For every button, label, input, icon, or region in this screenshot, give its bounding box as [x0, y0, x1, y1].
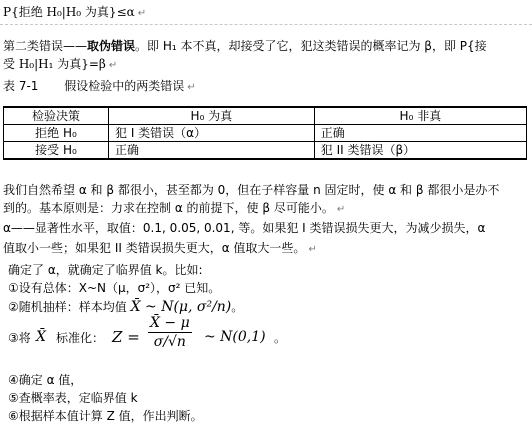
table-header-row [4, 107, 527, 125]
step-text: ③将 [8, 331, 31, 345]
step-period: 。 [231, 300, 244, 314]
paragraph-line [3, 202, 345, 215]
paragraph-text: 我们自然希望 α 和 β 都很小，甚至都为 0，但在子样容量 n 固定时，使 α 和 β 都很小是办不 [3, 183, 500, 197]
table-row [4, 125, 527, 142]
table-cell: 接受 H₀ [4, 142, 109, 160]
table-cell: 犯 I 类错误（α） [109, 125, 315, 142]
z-symbol: Z = [112, 328, 140, 346]
standardization-fraction [148, 316, 192, 349]
probability-line-1 [3, 6, 146, 19]
standardization-formula [8, 314, 408, 364]
paragraph-text: α——显著性水平，取值：0.1, 0.05, 0.01, 等。如果犯 I 类错误损失更大，为减少损失，α [3, 221, 486, 235]
type-two-error-text: 。即 H₁ 本不真，却接受了它，犯这类错误的概率记为 β，即 P{接 [135, 39, 487, 53]
paragraph-mark: ↵ [187, 82, 196, 93]
step-text: ②随机抽样：样本均值 [8, 300, 127, 314]
error-types-table [3, 106, 527, 160]
step-5 [8, 392, 138, 404]
x-bar-symbol: X̄ [36, 329, 46, 345]
paragraph-mark: ↵ [108, 60, 118, 71]
paragraph-line [3, 222, 485, 234]
header-h0-true: H₀ 为真 [109, 107, 315, 125]
fraction-numerator: X̄ − μ [150, 315, 190, 331]
paragraph-text: 值取小一些；如果犯 II 类错误损失更大，α 值取大一些。 [3, 241, 306, 255]
standard-normal: ~ N(0,1) [204, 329, 266, 345]
step-1 [8, 282, 220, 294]
paragraph-line [3, 242, 317, 255]
step-text: ⑤查概率表，定临界值 k [8, 391, 138, 405]
table-row [4, 142, 527, 160]
header-h0-false: H₀ 非真 [314, 107, 526, 125]
paragraph-mark: ↵ [308, 244, 317, 255]
step-text: ①设有总体：X~N（μ，σ²），σ² 已知。 [8, 281, 221, 295]
type-two-error-label: 第二类错误—— [3, 39, 88, 53]
table-cell: 正确 [314, 125, 526, 142]
step-6 [8, 410, 203, 422]
reject-h0-probability: P{拒绝 H₀|H₀ 为真}≤α [3, 5, 135, 19]
paragraph-mark: ↵ [137, 8, 147, 19]
step-text: ⑥根据样本值计算 Z 值，作出判断。 [8, 409, 203, 423]
sample-mean-distribution: X̄ ~ N(μ, σ²/n) [130, 299, 232, 315]
step-2 [8, 300, 243, 314]
table-title: 假设检验中的两类错误 [64, 79, 185, 93]
paragraph-line [3, 184, 499, 196]
type-two-error-line [3, 40, 487, 52]
beta-definition: 受 H₀|H₁ 为真}=β [3, 57, 106, 71]
steps-intro [8, 264, 203, 276]
steps-intro-text: 确定了 α，就确定了临界值 k。比如: [8, 263, 203, 277]
table-cell: 拒绝 H₀ [4, 125, 109, 142]
step-period: 。 [274, 331, 287, 345]
table-cell: 犯 II 类错误（β） [314, 142, 526, 160]
beta-definition-line [3, 58, 117, 71]
step-4 [8, 374, 82, 386]
paragraph-mark: ↵ [336, 204, 346, 215]
step-text: 标准化： [56, 331, 105, 345]
header-decision: 检验决策 [4, 107, 109, 125]
section-divider [0, 24, 532, 25]
table-caption [3, 80, 196, 93]
type-two-error-term: 取伪错误 [87, 39, 136, 53]
table-number: 表 7-1 [3, 79, 39, 93]
step-text: ④确定 α 值， [8, 373, 83, 387]
paragraph-text: 到的。基本原则是：力求在控制 α 的前提下，使 β 尽可能小。 [3, 201, 334, 215]
table-cell: 正确 [109, 142, 315, 160]
fraction-denominator: σ/√n [153, 334, 186, 350]
